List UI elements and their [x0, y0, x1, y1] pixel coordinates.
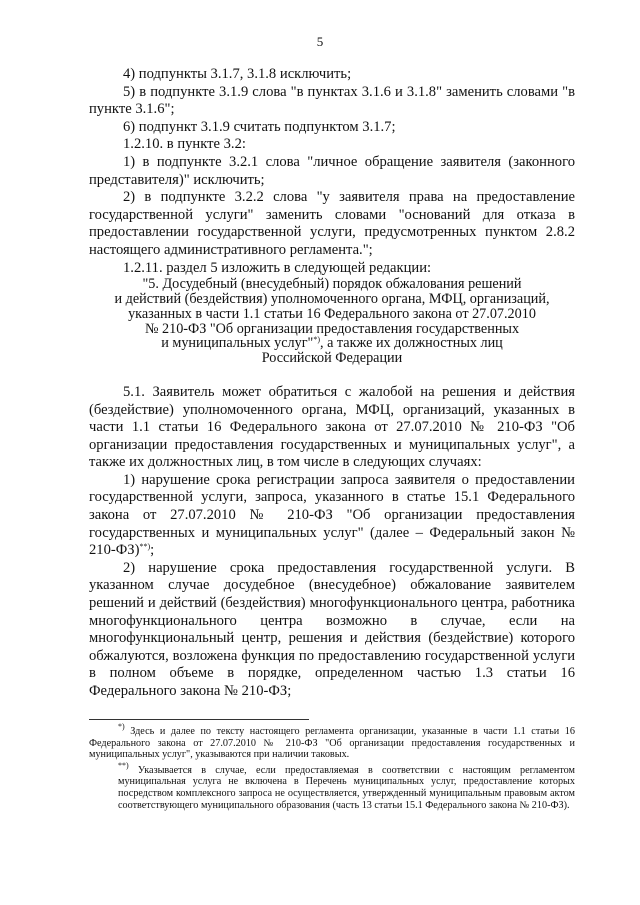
footnote-text: Указывается в случае, если предоставляемая в соответствии с настоящим регламентом муниципальная услуга не включена в Перечень муниципальных услуг, предоставление которых посредством комплексного запроса не осуществляется, утвержденный муниципальным правовым актом соответствующего муниципального образования (часть 13 статьи 15.1 Федерального закона № 210-ФЗ).	[118, 764, 575, 811]
footnote-mark: **)	[118, 760, 129, 770]
heading-line	[89, 336, 575, 351]
paragraph: 1) в подпункте 3.2.1 слова "личное обращение заявителя (законного представителя)" исключить;	[89, 153, 575, 188]
paragraph: 1.2.10. в пункте 3.2:	[123, 136, 246, 153]
footnote-mark: *)	[118, 722, 125, 731]
heading-text: и муниципальных услуг"	[161, 335, 314, 352]
footnote-text: Здесь и далее по тексту настоящего регламента организации, указанные в части 1.1 статьи 16 Федерального закона от 27.07.2010 № 210-ФЗ "Об организации предоставления государственных и муниципальных услуг", указываются при наличии таковых.	[89, 726, 575, 761]
heading-line: указанных в части 1.1 статьи 16 Федерального закона от 27.07.2010	[128, 305, 536, 322]
paragraph: 2) в подпункте 3.2.2 слова "у заявителя права на предоставление государственной услуги" заменить словами "оснований для отказа в предоставлении государственной услуги, предусмотренных пунктом 2.8.2 настоящего административного регламента.";	[89, 189, 575, 258]
section-paragraph: 2) нарушение срока предоставления государственной услуги. В указанном случае досудебное (внесудебное) обжалование заявителем решений и действий (бездействия) многофункционального центра, работника многофункционального центра возможно в случае, если на многофункциональный центр, решения и действия (бездействие) которого обжалуются, возложена функция по предоставлению государственной услуги в полном объеме в порядке, определенном частью 1.3 статьи 16 Федерального закона № 210-ФЗ;	[89, 559, 575, 699]
footnotes	[89, 722, 575, 815]
section-heading	[89, 277, 575, 366]
paragraph-text: 1) нарушение срока регистрации запроса заявителя о предоставлении государственной услуги, запроса, указанного в статье 15.1 Федерального закона от 27.07.2010 № 210-ФЗ "Об организации предоставления государственных и муниципальных услуг" (далее – Федеральный закон № 210-ФЗ)	[89, 471, 575, 559]
heading-line: № 210-ФЗ "Об организации предоставления государственных	[144, 320, 520, 337]
footnote-divider	[89, 719, 309, 720]
footnote-ref: **)	[139, 542, 151, 552]
paragraph: 1.2.11. раздел 5 изложить в следующей редакции:	[123, 259, 432, 276]
paragraph: 6) подпункт 3.1.9 считать подпунктом 3.1.7;	[123, 118, 396, 135]
footnote	[89, 760, 575, 811]
paragraph: 4) подпункты 3.1.7, 3.1.8 исключить;	[123, 66, 352, 82]
heading-line: "5. Досудебный (внесудебный) порядок обжалования решений	[142, 276, 522, 293]
heading-text: , а также их должностных лиц	[319, 335, 503, 352]
paragraph-text: ;	[150, 542, 155, 559]
heading-line: и действий (бездействия) уполномоченного органа, МФЦ, организаций,	[114, 290, 550, 307]
paragraph: 5) в подпункте 3.1.9 слова "в пунктах 3.1.6 и 3.1.8" заменить словами "в пункте 3.1.6";	[89, 83, 575, 118]
section-paragraph: 5.1. Заявитель может обратиться с жалобой на решения и действия (бездействие) уполномоченного органа, МФЦ, организаций, указанных в части 1.1 статьи 16 Федерального закона от 27.07.2010 № 210-ФЗ "Об организации предоставления государственных и муниципальных услуг", а также их должностных лиц, в том числе в следующих случаях:	[89, 383, 575, 471]
footnote	[89, 722, 575, 761]
section-paragraph	[89, 472, 575, 560]
document-body	[89, 66, 575, 701]
heading-line: Российской Федерации	[261, 350, 403, 367]
footnote-ref: *)	[313, 335, 320, 345]
page-number: 5	[316, 34, 324, 49]
